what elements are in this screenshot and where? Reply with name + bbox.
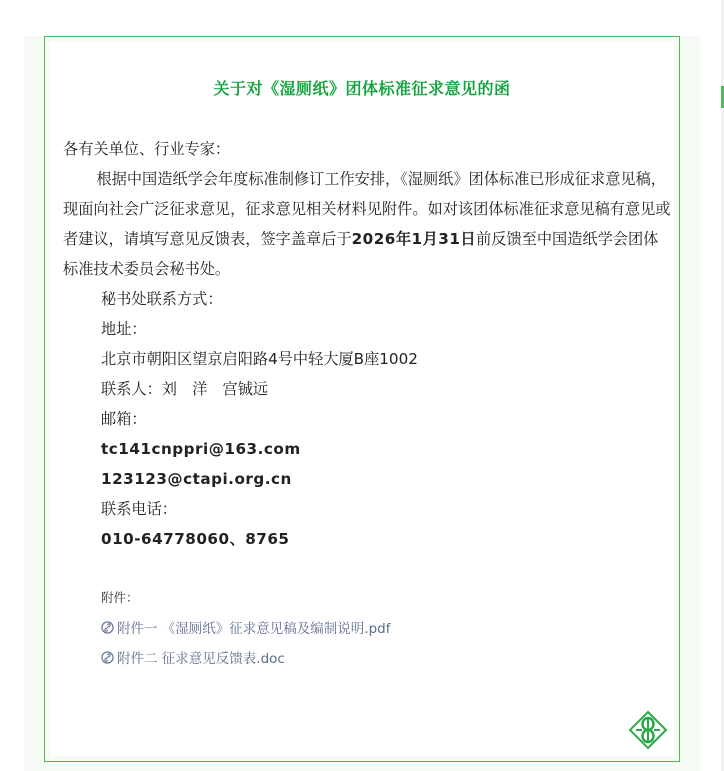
address-value: 北京市朝阳区望京启阳路4号中轻大厦B座1002 — [101, 350, 418, 368]
page-title: 关于对《湿厕纸》团体标准征求意见的函 — [213, 79, 511, 98]
attachment-label: 附件一 《湿厕纸》征求意见稿及编制说明.pdf — [117, 621, 391, 637]
phone-label: 联系电话： — [101, 500, 177, 518]
address-label: 地址： — [101, 320, 147, 338]
contact-heading: 秘书处联系方式： — [101, 290, 223, 308]
letter-frame — [44, 36, 680, 762]
email-1[interactable]: tc141cnppri@163.com — [101, 440, 301, 458]
attachment-link-1[interactable] — [101, 617, 390, 637]
attachments-label: 附件： — [101, 590, 139, 605]
phone-value: 010-64778060、8765 — [101, 530, 290, 548]
link-icon — [101, 651, 114, 664]
email-label: 邮箱： — [101, 410, 147, 428]
paragraph-text: 根据中国造纸学会年度标准制修订工作安排，《湿厕纸》团体标准已形成征求意见稿，现面向社会广泛征求意见，征求意见相关材料见附件。如对该团体标准征求意见稿有意见或者建议，请填写意见反馈表，签字盖章后于 — [63, 170, 671, 248]
email-2[interactable]: 123123@ctapi.org.cn — [101, 470, 292, 488]
contact-person: 联系人：刘 洋 宫铖远 — [101, 380, 269, 398]
attachment-label: 附件二 征求意见反馈表.doc — [117, 651, 285, 667]
society-logo-icon — [628, 710, 668, 750]
link-icon — [101, 621, 114, 634]
attachment-link-2[interactable] — [101, 647, 285, 667]
letter-content — [50, 42, 674, 756]
letter-body — [63, 134, 673, 554]
main-paragraph — [63, 164, 673, 284]
salutation: 各有关单位、行业专家： — [63, 140, 231, 158]
deadline-date: 2026年1月31日 — [351, 230, 477, 248]
paragraph-text-end: 前反馈至中国造纸学会团体标准技术委员会秘书处。 — [63, 230, 659, 278]
